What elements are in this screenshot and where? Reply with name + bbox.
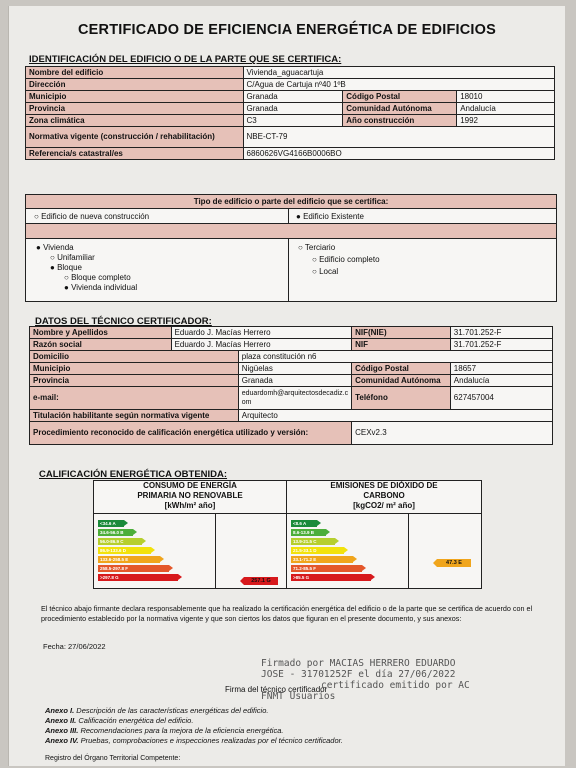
direccion-value: C/Agua de Cartuja nº40 1ºB [243, 79, 554, 91]
direccion-label: Dirección [26, 79, 244, 91]
consumo-scale-bar-f: 258.5-297.8 F [98, 565, 169, 572]
edificio-completo-label: Edificio completo [319, 255, 380, 264]
bloque-completo-label: Bloque completo [71, 273, 131, 282]
nueva-construccion-option[interactable]: ○ Edificio de nueva construcción [34, 212, 150, 221]
provincia-label: Provincia [26, 103, 244, 115]
certificate-page [8, 6, 565, 766]
referencia-catastral-label: Referencia/s catastral/es [26, 148, 244, 160]
bloque-option[interactable]: ● Bloque [50, 263, 82, 272]
email-value [238, 387, 351, 410]
municipio-value: Granada [243, 91, 343, 103]
nombre-edificio-label: Nombre del edificio [26, 67, 244, 79]
titulacion-label: Titulación habilitante según normativa vigente [30, 410, 239, 422]
emisiones-scale-bar-b: 8.6-13.9 B [291, 529, 326, 536]
local-option[interactable]: ○ Local [312, 267, 339, 276]
anexo-description: Calificación energética del edificio. [78, 716, 194, 725]
titulacion-value: Arquitecto [238, 410, 552, 422]
tecnico-provincia-value: Granada [238, 375, 351, 387]
consumo-scale-bar-d: 86.9-133.6 D [98, 547, 151, 554]
emisiones-unit: [kgCO2/ m² año] [353, 501, 415, 510]
tecnico-municipio-value: Nigüelas [238, 363, 351, 375]
consumo-scale-bar-g: >297.8 G [98, 574, 178, 581]
vivienda-label: Vivienda [43, 243, 74, 252]
page-title: CERTIFICADO DE EFICIENCIA ENERGÉTICA DE EDIFICIOS [78, 22, 496, 38]
bloque-label: Bloque [57, 263, 82, 272]
unifamiliar-label: Unifamiliar [57, 253, 95, 262]
firma-label: Firma del técnico certificador [225, 685, 328, 694]
anexo-description: Recomendaciones para la mejora de la eficiencia energética. [80, 726, 284, 735]
consumo-scale-bar-a: <34.6 A [98, 520, 124, 527]
tecnico-ca-value: Andalucía [450, 375, 552, 387]
emisiones-chart-box [286, 513, 482, 589]
fecha-text: Fecha: 27/06/2022 [43, 642, 106, 651]
local-label: Local [319, 267, 339, 276]
tipo-divider [288, 209, 289, 301]
tecnico-ca-label: Comunidad Autónoma [352, 375, 451, 387]
municipio-label: Municipio [26, 91, 244, 103]
tipo-edificio-box [25, 194, 557, 302]
consumo-scale-bar-c: 56.0-86.9 C [98, 538, 142, 545]
vivienda-option[interactable]: ● Vivienda [36, 243, 74, 252]
codigo-postal-label: Código Postal [343, 91, 457, 103]
anexo-description: Descripción de las características energéticas del edificio. [76, 706, 269, 715]
emisiones-chart-divider [408, 514, 409, 588]
tecnico-cp-label: Código Postal [352, 363, 451, 375]
codigo-postal-value: 18010 [457, 91, 555, 103]
edificio-completo-option[interactable]: ○ Edificio completo [312, 255, 380, 264]
anexo-key: Anexo IV. [45, 736, 79, 745]
identificacion-table [25, 66, 555, 160]
consumo-rating-arrow: 257.1 G [244, 577, 278, 585]
email-line-1: eduardomh@arquitectosdecadiz.c [241, 390, 349, 397]
consumo-chart-box [93, 513, 287, 589]
tecnico-municipio-label: Municipio [30, 363, 239, 375]
edificio-existente-label: Edificio Existente [303, 212, 364, 221]
nif-nie-value: 31.701.252-F [450, 327, 552, 339]
telefono-label: Teléfono [352, 387, 451, 410]
anexo-item [45, 736, 343, 746]
tecnico-nombre-label: Nombre y Apellidos [30, 327, 172, 339]
comunidad-autonoma-label: Comunidad Autónoma [343, 103, 457, 115]
emisiones-title-line-1: EMISIONES DE DIÓXIDO DE [330, 481, 438, 490]
razon-social-value: Eduardo J. Macías Herrero [171, 339, 352, 351]
email-line-2: om [241, 399, 252, 406]
consumo-header [93, 480, 287, 514]
consumo-scale-bar-e: 133.6-258.5 E [98, 556, 160, 563]
emisiones-header [286, 480, 482, 514]
normativa-value: NBE-CT-79 [243, 127, 554, 148]
tecnico-heading: DATOS DEL TÉCNICO CERTIFICADOR: [35, 316, 212, 327]
terciario-label: Terciario [304, 243, 336, 252]
procedimiento-label: Procedimiento reconocido de calificación energética utilizado y versión: [30, 422, 352, 445]
email-label: e-mail: [30, 387, 239, 410]
unifamiliar-option[interactable]: ○ Unifamiliar [50, 253, 95, 262]
telefono-value: 627457004 [450, 387, 552, 410]
razon-social-label: Razón social [30, 339, 172, 351]
consumo-title-line-1: CONSUMO DE ENERGÍA [143, 481, 237, 490]
anexo-description: Pruebas, comprobaciones e inspecciones realizadas por el técnico certificador. [80, 736, 343, 745]
emisiones-scale-bar-d: 21.5-33.1 D [291, 547, 344, 554]
nombre-edificio-value: Vivienda_aguacartuja [243, 67, 554, 79]
emisiones-scale-bar-g: >85.5 G [291, 574, 371, 581]
emisiones-scale-bar-e: 33.1-71.2 E [291, 556, 353, 563]
firma-digital-line-2: JOSE - 31701252F el día 27/06/2022 [261, 669, 456, 680]
nueva-construccion-label: Edificio de nueva construcción [41, 212, 150, 221]
bloque-completo-option[interactable]: ○ Bloque completo [64, 273, 131, 282]
vivienda-individual-option[interactable]: ● Vivienda individual [64, 283, 138, 292]
emisiones-scale-bar-f: 71.2-85.5 F [291, 565, 362, 572]
nif-nie-label: NIF(NIE) [352, 327, 451, 339]
terciario-option[interactable]: ○ Terciario [298, 243, 336, 252]
anexo-item [45, 706, 268, 716]
tipo-band [26, 224, 556, 239]
zona-climatica-label: Zona climática [26, 115, 244, 127]
anio-construccion-value: 1992 [457, 115, 555, 127]
firma-digital-line-4: FNMT Usuarios [261, 691, 336, 702]
emisiones-scale-bar-a: <8.6 A [291, 520, 317, 527]
zona-climatica-value: C3 [243, 115, 343, 127]
procedimiento-value: CEXv2.3 [352, 422, 553, 445]
domicilio-value: plaza constitución n6 [238, 351, 552, 363]
consumo-title-line-2: PRIMARIA NO RENOVABLE [137, 491, 243, 500]
emisiones-title-line-2: CARBONO [363, 491, 405, 500]
nif-label: NIF [352, 339, 451, 351]
registro-label: Registro del Órgano Territorial Competente: [45, 755, 181, 762]
consumo-chart-divider [215, 514, 216, 588]
tecnico-provincia-label: Provincia [30, 375, 239, 387]
anexo-item [45, 716, 193, 726]
anexo-key: Anexo I. [45, 706, 75, 715]
tecnico-nombre-value: Eduardo J. Macías Herrero [171, 327, 352, 339]
emisiones-scale-bar-c: 13.9-21.5 C [291, 538, 335, 545]
domicilio-label: Domicilio [30, 351, 239, 363]
tipo-edificio-heading: Tipo de edificio o parte del edificio que se certifica: [26, 195, 556, 209]
vivienda-individual-label: Vivienda individual [71, 283, 138, 292]
nif-value: 31.701.252-F [450, 339, 552, 351]
tecnico-table [29, 326, 553, 445]
anexo-key: Anexo III. [45, 726, 79, 735]
provincia-value: Granada [243, 103, 343, 115]
referencia-catastral-value: 6860626VG4166B0006BO [243, 148, 554, 160]
anio-construccion-label: Año construcción [343, 115, 457, 127]
anexo-key: Anexo II. [45, 716, 77, 725]
declaracion-text: El técnico abajo firmante declara responsablemente que ha realizado la certificación energética del edificio o de la parte que se certifica de acuerdo con el procedimiento establecido por la normativa vigente y que son ciertos los datos que figuran en el presente documento, y sus anexos: [41, 604, 533, 623]
edificio-existente-option[interactable]: ● Edificio Existente [296, 212, 364, 221]
consumo-scale-bar-b: 34.6-56.0 B [98, 529, 133, 536]
calificacion-heading: CALIFICACIÓN ENERGÉTICA OBTENIDA: [39, 469, 228, 480]
emisiones-rating-arrow: 47.3 E [437, 559, 471, 567]
firma-digital-line-1: Firmado por MACIAS HERRERO EDUARDO [261, 658, 456, 669]
comunidad-autonoma-value: Andalucía [457, 103, 555, 115]
identificacion-heading: IDENTIFICACIÓN DEL EDIFICIO O DE LA PARTE QUE SE CERTIFICA: [29, 54, 342, 65]
normativa-label: Normativa vigente (construcción / rehabilitación) [26, 127, 244, 148]
consumo-unit: [kWh/m² año] [164, 501, 216, 510]
anexo-item [45, 726, 283, 736]
tecnico-cp-value: 18657 [450, 363, 552, 375]
firma-digital-line-3: certificado emitido por AC [321, 680, 470, 691]
